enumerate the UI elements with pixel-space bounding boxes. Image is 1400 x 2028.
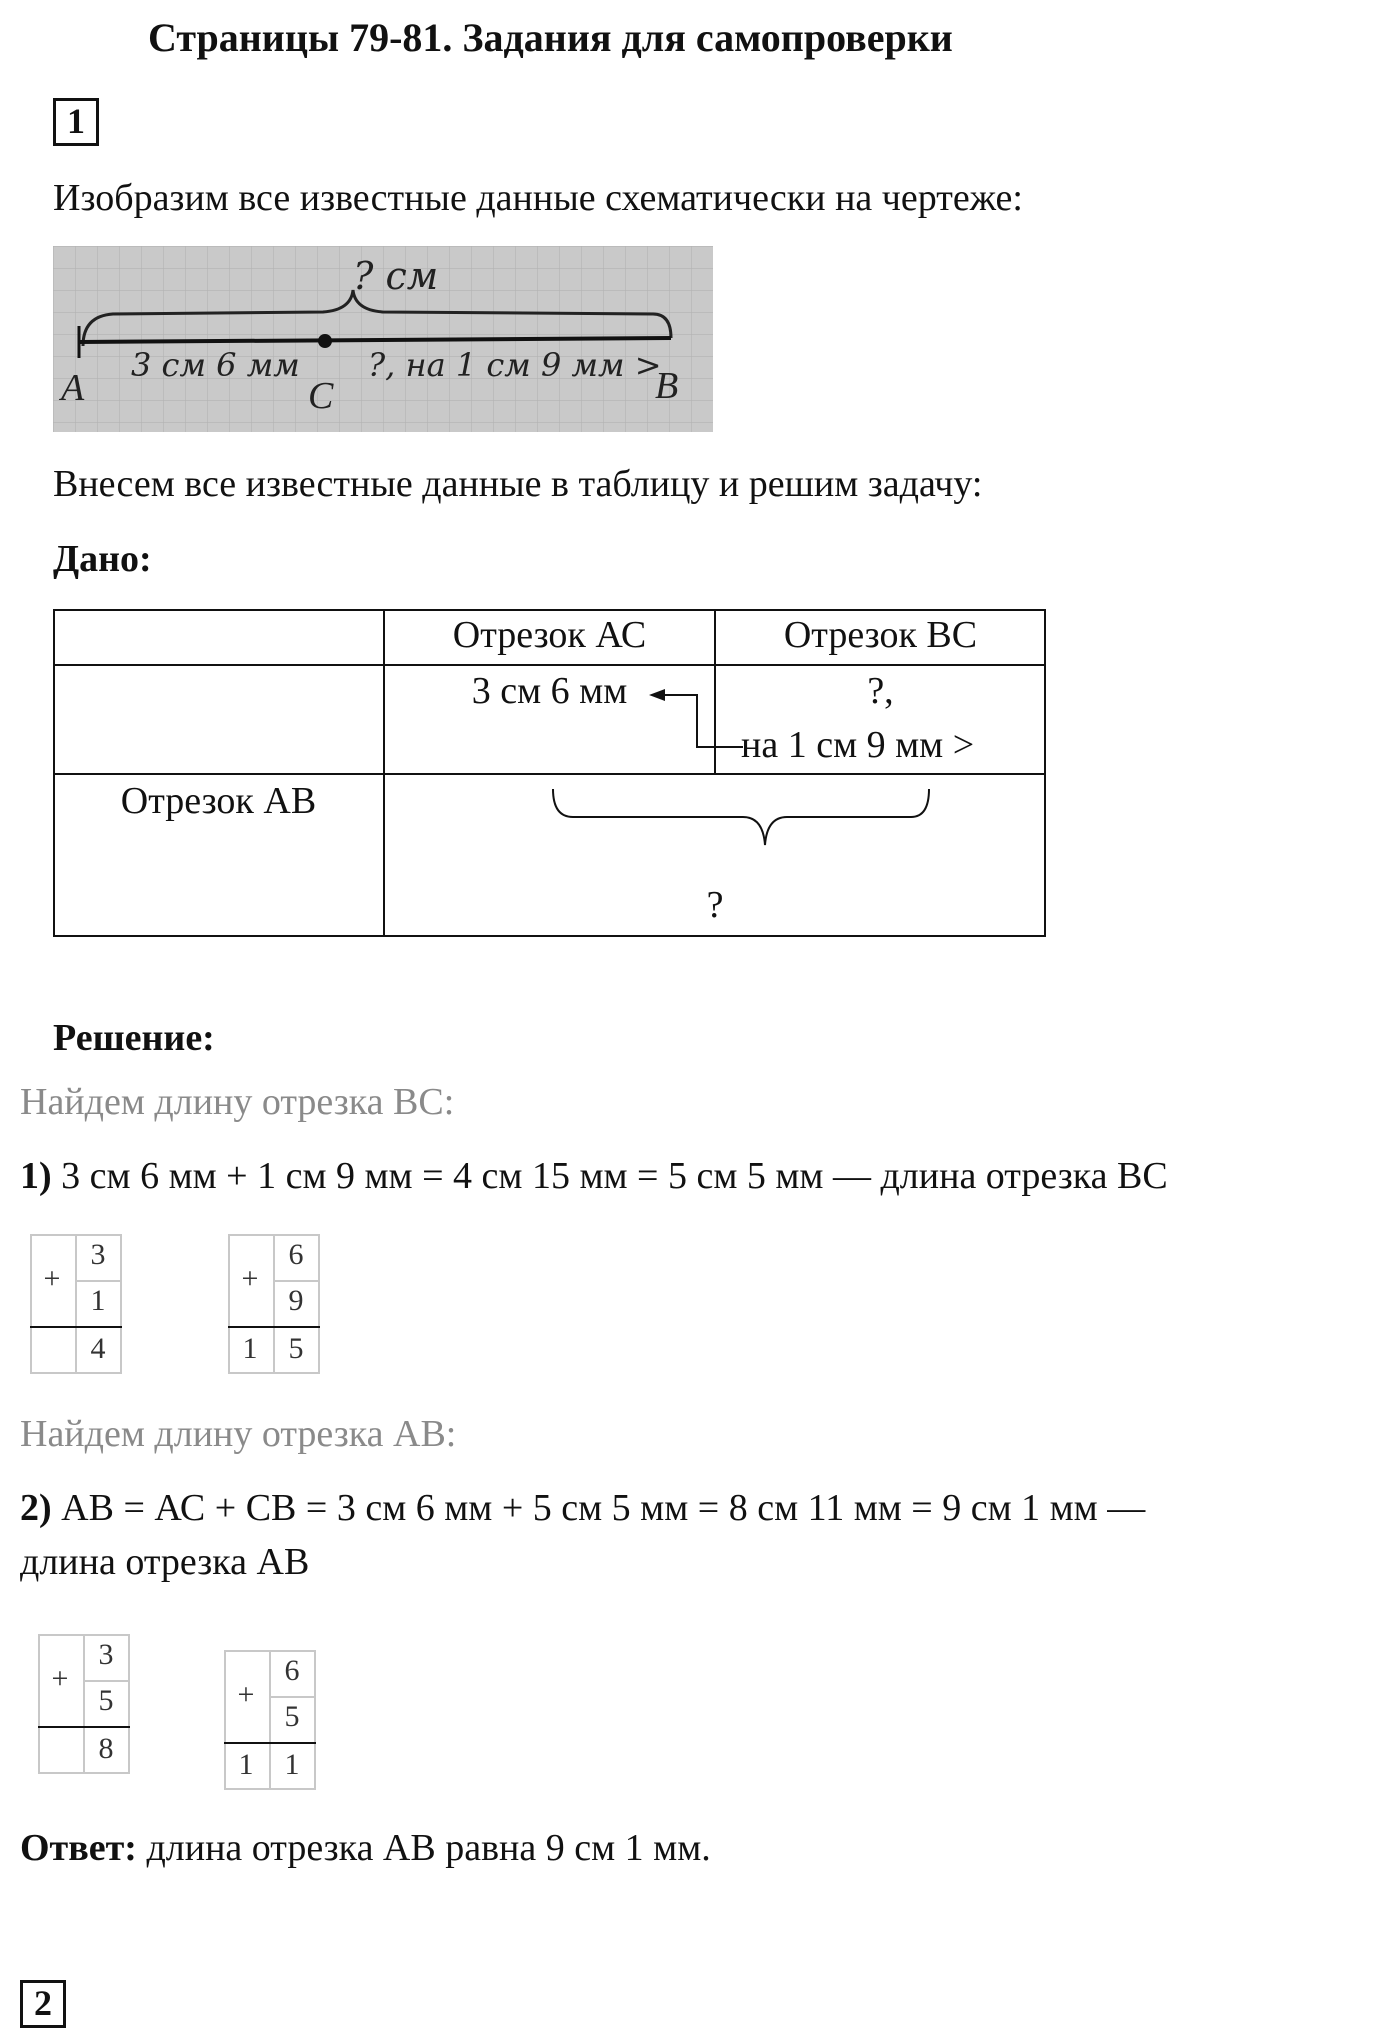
step-1-number: 1): [20, 1155, 52, 1197]
digit: 1: [242, 1332, 258, 1365]
plus-sign: +: [51, 1662, 69, 1695]
step-2-continued: длина отрезка АВ: [20, 1541, 310, 1583]
cell-ab-value: ?: [706, 884, 724, 926]
digit: 1: [238, 1748, 254, 1781]
sketch-point-b-label: B: [655, 365, 679, 407]
sketch-point-a-label: A: [61, 367, 85, 409]
task-number-2: 2: [20, 1980, 66, 2028]
plus-sign: +: [237, 1678, 255, 1711]
plus-sign: +: [43, 1262, 61, 1295]
digit: 9: [288, 1284, 304, 1317]
digit: 5: [288, 1332, 304, 1365]
page-title: Страницы 79-81. Задания для самопроверки: [148, 15, 953, 60]
row-ab-label: Отрезок АВ: [120, 780, 317, 822]
header-ac: Отрезок АС: [452, 614, 647, 656]
step-2-number: 2): [20, 1487, 52, 1529]
digit: 5: [284, 1700, 300, 1733]
sum-brace: [553, 789, 929, 845]
sketch-point-c-label: C: [308, 375, 334, 417]
digit: 4: [90, 1332, 106, 1365]
answer: [20, 1826, 711, 1870]
digit: 8: [98, 1732, 114, 1765]
solution-label: Решение:: [53, 1017, 215, 1059]
given-label: Дано:: [53, 538, 152, 580]
step-2: [20, 1486, 1145, 1530]
cell-ac-value: 3 см 6 мм: [471, 670, 628, 712]
digit: 3: [98, 1638, 114, 1671]
digit: 3: [90, 1238, 106, 1271]
sketch-top-label: ? см: [353, 254, 439, 298]
digit: 1: [90, 1284, 106, 1317]
plus-sign: +: [241, 1262, 259, 1295]
header-bc: Отрезок ВС: [783, 614, 978, 656]
step-1: [20, 1154, 1168, 1198]
answer-text: длина отрезка АВ равна 9 см 1 мм.: [136, 1827, 711, 1869]
hand-drawn-sketch: [53, 246, 713, 432]
given-table-grid: [53, 609, 1046, 937]
cell-bc-value-2: на 1 см 9 мм >: [741, 724, 975, 766]
hint-2: Найдем длину отрезка АВ:: [20, 1413, 457, 1455]
digit: 1: [284, 1748, 300, 1781]
cell-bc-value-1: ?,: [867, 670, 894, 712]
intro-text: Изобразим все известные данные схематически на чертеже:: [53, 177, 1023, 219]
sketch-point-c: [318, 334, 332, 348]
answer-label: Ответ:: [20, 1827, 137, 1869]
hint-1: Найдем длину отрезка ВС:: [20, 1081, 455, 1123]
sketch-left-label: 3 см 6 мм: [131, 346, 300, 384]
sketch-right-label: ?, на 1 см 9 мм >: [368, 346, 662, 384]
step-2-text: АВ = АС + СВ = 3 см 6 мм + 5 см 5 мм = 8 см 11 мм = 9 см 1 мм —: [61, 1487, 1146, 1529]
given-table: [53, 609, 1046, 937]
table-intro-text: Внесем все известные данные в таблицу и решим задачу:: [53, 463, 983, 505]
digit: 6: [284, 1654, 300, 1687]
step-1-text: 3 см 6 мм + 1 см 9 мм = 4 см 15 мм = 5 см 5 мм — длина отрезка ВС: [61, 1155, 1168, 1197]
task-number-1: 1: [53, 98, 99, 146]
digit: 6: [288, 1238, 304, 1271]
digit: 5: [98, 1684, 114, 1717]
